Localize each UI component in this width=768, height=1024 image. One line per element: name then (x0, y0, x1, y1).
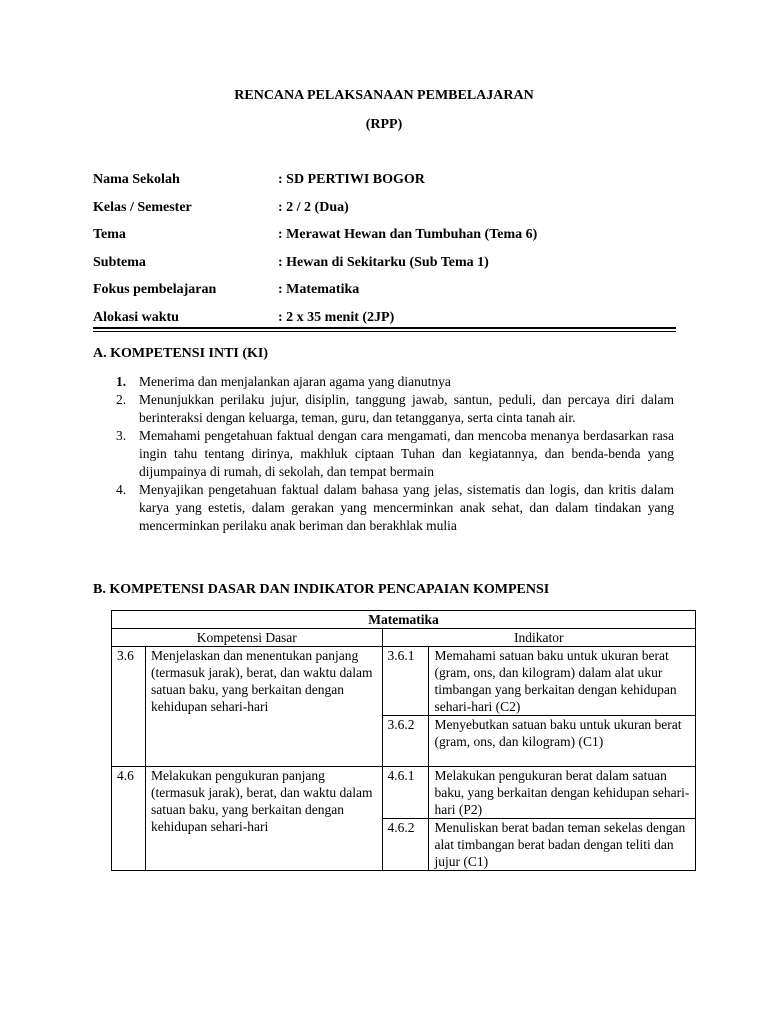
indicator-text: Melakukan pengukuran berat dalam satuan baku, yang berkaitan dengan kehidupan sehari-hari (P2) (429, 767, 696, 819)
identity-row (93, 282, 676, 310)
indicator-text: Menuliskan berat badan teman sekelas dengan alat timbangan berat badan dengan teliti dan jujur (C1) (429, 819, 696, 871)
identity-row (93, 310, 676, 338)
identity-row (93, 227, 676, 255)
identity-row (93, 200, 676, 228)
identity-label: Alokasi waktu (93, 309, 179, 325)
identity-label: Nama Sekolah (93, 172, 180, 187)
table-subject-header: Matematika (112, 611, 696, 629)
list-text: Menunjukkan perilaku jujur, disiplin, tanggung jawab, santun, peduli, dan percaya diri dalam berinteraksi dengan keluarga, teman, guru, dan tetangganya, serta cinta tanah air. (139, 392, 674, 425)
column-header-indicator: Indikator (382, 629, 695, 647)
identity-label: Tema (93, 227, 126, 243)
indicator-number: 3.6.1 (382, 647, 429, 716)
section-a-heading: A. KOMPETENSI INTI (KI) (93, 346, 269, 361)
identity-value: : 2 / 2 (Dua) (278, 199, 349, 215)
identity-value: : SD PERTIWI BOGOR (278, 172, 425, 187)
double-rule-bottom (93, 331, 676, 332)
table-header-row (112, 629, 696, 647)
list-number: 4. (116, 482, 127, 497)
list-item (93, 373, 674, 391)
identity-label: Kelas / Semester (93, 199, 192, 215)
document-subtitle: (RPP) (365, 117, 403, 132)
ki-list (93, 373, 674, 535)
table-header-row (112, 611, 696, 629)
identity-row (93, 255, 676, 283)
column-header-kd: Kompetensi Dasar (112, 629, 383, 647)
list-item (93, 391, 674, 427)
list-number: 3. (116, 428, 127, 443)
competency-table (111, 610, 696, 871)
identity-row (93, 172, 676, 200)
list-number: 1. (116, 374, 127, 389)
identity-block (93, 172, 676, 338)
list-item (93, 427, 674, 481)
identity-value: : Hewan di Sekitarku (Sub Tema 1) (278, 254, 489, 270)
kd-number: 4.6 (112, 767, 146, 871)
indicator-number: 4.6.1 (382, 767, 429, 819)
double-rule-top (93, 327, 676, 329)
kd-text: Menjelaskan dan menentukan panjang (termasuk jarak), berat, dan waktu dalam satuan baku, yang berkaitan dengan kehidupan sehari-hari (145, 647, 382, 767)
list-number: 2. (116, 392, 127, 407)
table-row (112, 647, 696, 716)
list-text: Menerima dan menjalankan ajaran agama yang dianutnya (139, 374, 451, 389)
list-text: Memahami pengetahuan faktual dengan cara mengamati, dan mencoba menanya berdasarkan rasa ingin tahu tentang dirinya, makhluk ciptaan Tuhan dan kegiatannya, dan benda-benda yang dijumpainya di rumah, di sekolah, dan tempat bermain (139, 428, 674, 479)
indicator-text: Memahami satuan baku untuk ukuran berat (gram, ons, dan kilogram) dalam alat ukur timbangan yang berkaitan dengan kehidupan sehari-hari (C2) (429, 647, 696, 716)
document-title: RENCANA PELAKSANAAN PEMBELAJARAN (234, 88, 534, 103)
identity-label: Subtema (93, 254, 146, 270)
indicator-text: Menyebutkan satuan baku untuk ukuran berat (gram, ons, dan kilogram) (C1) (429, 716, 696, 767)
identity-value: : Merawat Hewan dan Tumbuhan (Tema 6) (278, 227, 538, 243)
list-text: Menyajikan pengetahuan faktual dalam bahasa yang jelas, sistematis dan logis, dan kritis dalam karya yang estetis, dalam gerakan yang mencerminkan anak sehat, dan dalam tindakan yang mencerminkan perilaku anak beriman dan berakhlak mulia (139, 482, 674, 533)
table-row (112, 767, 696, 819)
identity-value: : 2 x 35 menit (2JP) (278, 309, 395, 325)
kd-number: 3.6 (112, 647, 146, 767)
identity-value: : Matematika (278, 282, 360, 298)
indicator-number: 4.6.2 (382, 819, 429, 871)
list-item (93, 481, 674, 535)
identity-label: Fokus pembelajaran (93, 282, 217, 298)
section-b-heading: B. KOMPETENSI DASAR DAN INDIKATOR PENCAPAIAN KOMPENSI (93, 582, 550, 597)
kd-text: Melakukan pengukuran panjang (termasuk jarak), berat, dan waktu dalam satuan baku, yang berkaitan dengan kehidupan sehari-hari (145, 767, 382, 871)
indicator-number: 3.6.2 (382, 716, 429, 767)
